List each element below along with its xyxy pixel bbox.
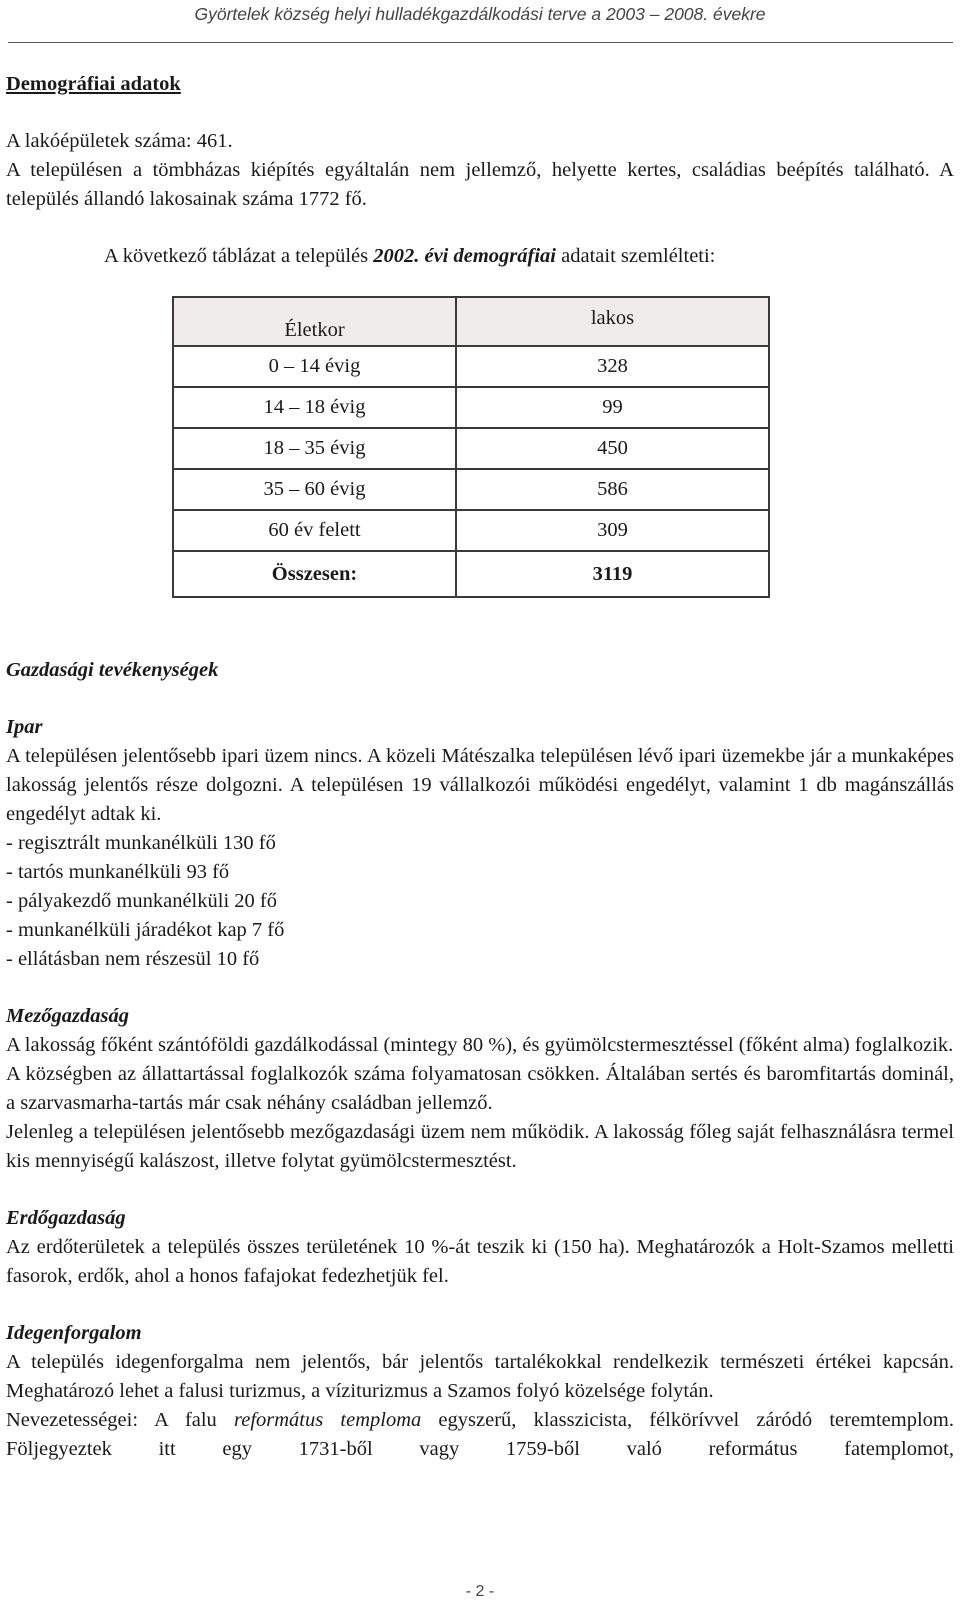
table-total-row: [173, 551, 769, 597]
table-intro: A következő táblázat a település 2002. évi demográfiai adatait szemlélteti:: [104, 245, 716, 267]
table-row: [173, 387, 769, 428]
table-header-row: [173, 297, 769, 346]
tourism-p1: A település idegenforgalma nem jelentős, bár jelentős tartalékokkal rendelkezik természeti értékei kapcsán. Meghatározó lehet a falusi turizmus, a víziturizmus a Szamos folyó közelsége folytán.: [6, 1351, 954, 1402]
age-cell: 18 – 35 évig: [173, 428, 456, 469]
table-row: [173, 510, 769, 551]
list-item: - munkanélküli járadékot kap 7 fő: [6, 919, 285, 941]
list-item: - pályakezdő munkanélküli 20 fő: [6, 890, 277, 912]
list-item: - regisztrált munkanélküli 130 fő: [6, 832, 276, 854]
buildings-count-text: A lakóépületek száma: 461.: [6, 130, 233, 152]
economy-heading: Gazdasági tevékenységek: [6, 659, 219, 681]
tourism-heading: Idegenforgalom: [6, 1322, 142, 1344]
age-cell: 35 – 60 évig: [173, 469, 456, 510]
table-row: [173, 346, 769, 387]
forestry-text: Az erdőterületek a település összes területének 10 %-át teszik ki (150 ha). Meghatározók a Holt-Szamos melletti fasorok, erdők, ahol a honos fafajokat fedezhetjük fel.: [6, 1236, 954, 1287]
tourism-p2: Nevezetességei: A falu református temploma egyszerű, klasszicista, félkörívvel záródó teremtemplom. Följegyeztek itt egy 1731-ből vagy 1759-ből való református fatemplomot,: [6, 1409, 954, 1460]
list-item: - ellátásban nem részesül 10 fő: [6, 948, 260, 970]
count-cell: 586: [456, 469, 769, 510]
header-rule: [8, 42, 953, 43]
settlement-description: A településen a tömbházas kiépítés egyáltalán nem jellemző, helyette kertes, családias beépítés található. A település állandó lakosainak száma 1772 fő.: [6, 159, 954, 210]
industry-text: A településen jelentősebb ipari üzem nincs. A közeli Mátészalka településen lévő ipari üzemekbe jár a munkaképes lakosság jelentős része dolgozni. A településen 19 vállalkozói működési engedélyt, valamint 1 db magánszállás engedélyt adtak ki.: [6, 745, 954, 825]
total-value: 3119: [456, 551, 769, 597]
agriculture-p1: A lakosság főként szántóföldi gazdálkodással (mintegy 80 %), és gyümölcstermesztéssel (főként alma) foglalkozik.: [6, 1034, 954, 1056]
table-row: [173, 469, 769, 510]
page-header: Györtelek község helyi hulladékgazdálkodási terve a 2003 – 2008. évekre: [194, 4, 766, 24]
count-cell: 450: [456, 428, 769, 469]
count-cell: 328: [456, 346, 769, 387]
forestry-heading: Erdőgazdaság: [6, 1207, 126, 1229]
count-cell: 99: [456, 387, 769, 428]
unemployment-list: [6, 829, 954, 974]
table-row: [173, 428, 769, 469]
header-age: Életkor: [173, 297, 456, 346]
count-cell: 309: [456, 510, 769, 551]
document-body: [6, 70, 954, 1464]
list-item: - tartós munkanélküli 93 fő: [6, 861, 230, 883]
header-residents: lakos: [456, 297, 769, 346]
demographics-heading: Demográfiai adatok: [6, 73, 181, 95]
page-number: - 2 -: [465, 1583, 495, 1600]
agriculture-p3: Jelenleg a településen jelentősebb mezőgazdasági üzem nem működik. A lakosság főleg saját felhasználásra termel kis mennyiségű kalászost, illetve folytat gyümölcstermesztést.: [6, 1121, 954, 1172]
total-label: Összesen:: [173, 551, 456, 597]
agriculture-heading: Mezőgazdaság: [6, 1005, 130, 1027]
demographics-table: [172, 296, 770, 598]
age-cell: 60 év felett: [173, 510, 456, 551]
age-cell: 0 – 14 évig: [173, 346, 456, 387]
industry-heading: Ipar: [6, 716, 43, 738]
agriculture-p2: A községben az állattartással foglalkozók száma folyamatosan csökken. Általában sertés és baromfitartás dominál, a szarvasmarha-tartás már csak néhány családban jellemző.: [6, 1063, 954, 1114]
age-cell: 14 – 18 évig: [173, 387, 456, 428]
